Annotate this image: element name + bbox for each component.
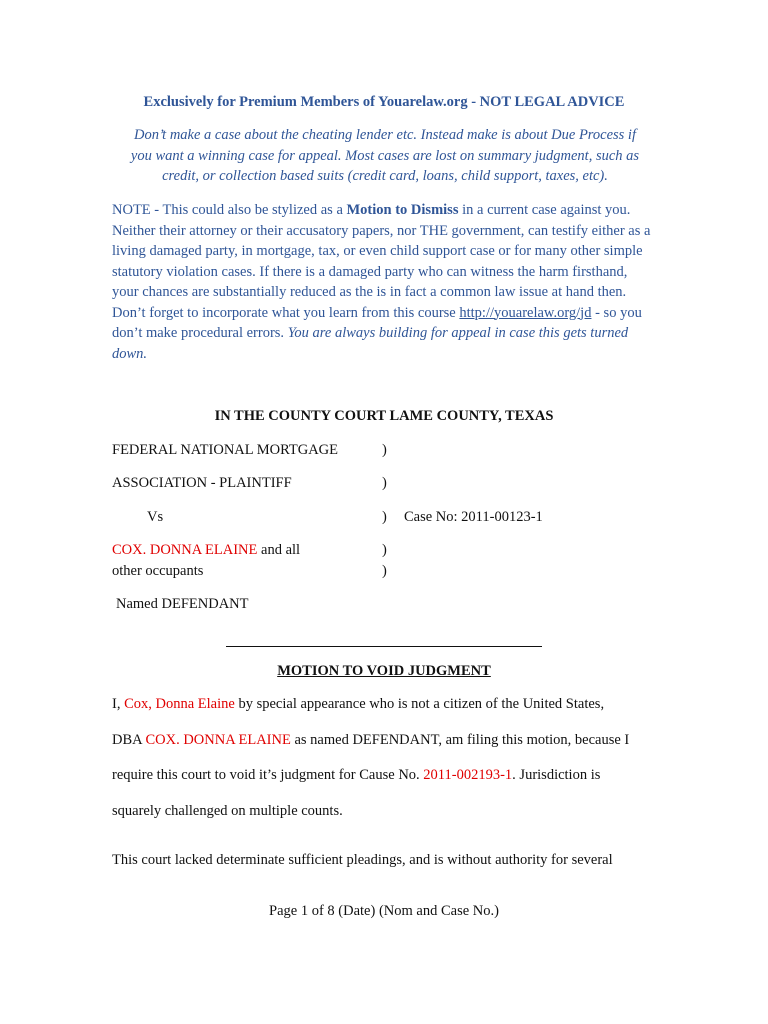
motion-line xyxy=(112,696,604,713)
caption-paren: ) xyxy=(382,475,387,491)
text-run: I, xyxy=(112,696,125,712)
named-defendant-label: Named DEFENDANT xyxy=(116,596,249,612)
plaintiff-line-1: FEDERAL NATIONAL MORTGAGE xyxy=(112,442,339,458)
defendant-line-2: other occupants xyxy=(112,563,204,579)
motion-line: This court lacked determinate sufficient pleadings, and is without authority for several xyxy=(112,852,613,868)
caption-divider xyxy=(226,646,542,647)
note-prefix: NOTE - This could also be stylized as a xyxy=(112,202,347,218)
text-run: as named DEFENDANT, am filing this motion, because I xyxy=(290,732,630,748)
note-body: in a current case against you. Neither their attorney or their accusatory papers, nor THE government, can testify either as a living damaged party, in mortgage, tax, or even child support case or for many other simple statutory violation cases. If there is a damaged party who can witness the harm firsthand, your chances are substantially reduced as the is in fact a common law issue at hand then. Don’t forget to incorporate what you learn from this course xyxy=(112,202,651,321)
text-run: DBA xyxy=(112,732,146,748)
versus-label: Vs xyxy=(147,509,164,525)
text-run: require this court to void it’s judgment for Cause No. xyxy=(112,767,424,783)
plaintiff-line-2: ASSOCIATION - PLAINTIFF xyxy=(112,475,292,491)
motion-line xyxy=(112,767,600,784)
court-heading: IN THE COUNTY COURT LAME COUNTY, TEXAS xyxy=(214,408,554,424)
cause-number: 2011-002193-1 xyxy=(423,767,513,783)
note-after-link: - so you don’t make procedural errors. xyxy=(112,304,642,341)
motion-line: squarely challenged on multiple counts. xyxy=(112,803,343,819)
motion-line xyxy=(112,732,629,749)
text-run: . Jurisdiction is xyxy=(512,767,601,783)
case-number: Case No: 2011-00123-1 xyxy=(404,509,543,525)
intro-italic-paragraph xyxy=(105,125,665,187)
defendant-rest: and all xyxy=(257,542,301,558)
defendant-name-inline: Cox, Donna Elaine xyxy=(124,696,235,712)
header-title: Exclusively for Premium Members of Youarelaw.org - NOT LEGAL ADVICE xyxy=(143,94,625,110)
intro-line: Don’t make a case about the cheating lender etc. Instead make is about Due Process if xyxy=(133,127,636,143)
motion-to-dismiss-text: Motion to Dismiss xyxy=(346,202,459,218)
course-link[interactable]: http://youarelaw.org/jd xyxy=(459,304,592,321)
intro-line: you want a winning case for appeal. Most cases are lost on summary judgment, such as xyxy=(130,147,640,164)
note-paragraph xyxy=(112,200,657,364)
caption-paren: ) xyxy=(382,442,387,458)
note-italic-end: You are always building for appeal in case this gets turned down. xyxy=(112,325,629,362)
defendant-line-1 xyxy=(112,542,300,559)
caption-paren: ) xyxy=(382,509,387,525)
intro-line: credit, or collection based suits (credit card, loans, child support, taxes, etc). xyxy=(162,168,608,184)
caption-paren: ) xyxy=(382,542,387,558)
defendant-name: COX. DONNA ELAINE xyxy=(112,542,258,558)
motion-title: MOTION TO VOID JUDGMENT xyxy=(277,663,491,679)
page-footer: Page 1 of 8 (Date) (Nom and Case No.) xyxy=(269,903,499,919)
caption-paren: ) xyxy=(382,563,387,579)
text-run: by special appearance who is not a citizen of the United States, xyxy=(234,696,605,712)
defendant-name-inline: COX. DONNA ELAINE xyxy=(145,732,291,748)
